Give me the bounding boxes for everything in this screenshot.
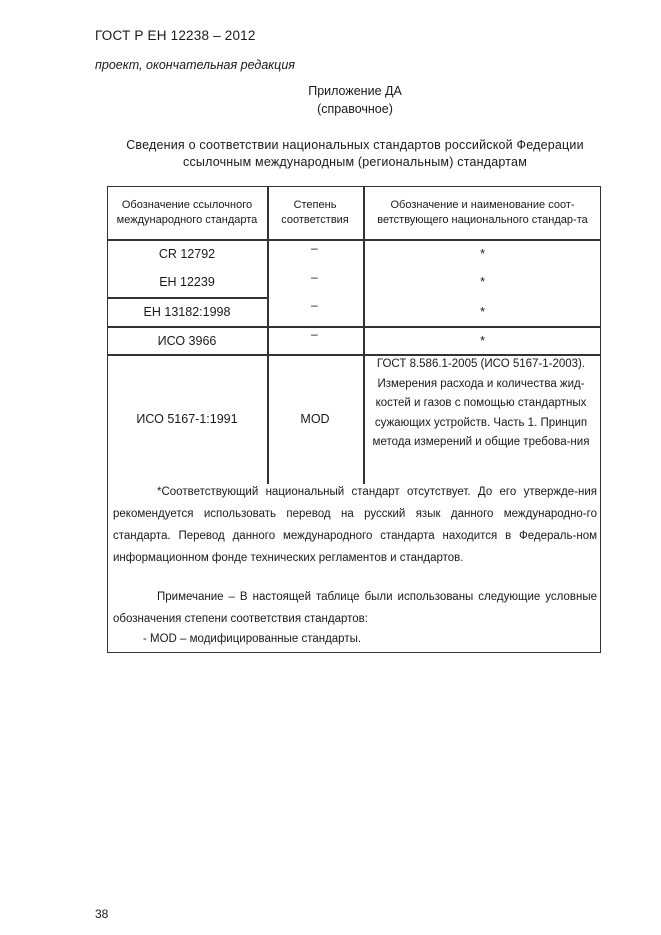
table-row-degree: – bbox=[311, 327, 318, 341]
table-caption-line2: ссылочным международным (региональным) стандартам bbox=[183, 155, 527, 169]
table-row-national: * bbox=[480, 247, 485, 261]
table-row-degree: – bbox=[311, 270, 318, 284]
document-code: ГОСТ Р ЕН 12238 – 2012 bbox=[95, 28, 256, 43]
header-national-standard: Обозначение и наименование соот-ветствующего национального стандар-та bbox=[377, 198, 588, 226]
table-row-national: * bbox=[480, 333, 485, 348]
table-row-ref: ИСО 3966 bbox=[157, 333, 217, 348]
table-row-national: * bbox=[480, 275, 485, 289]
degree-legend: - MOD – модифицированные стандарты. bbox=[143, 633, 362, 645]
table-row-degree: – bbox=[311, 241, 318, 255]
table-row-ref: ИСО 5167-1:1991 bbox=[136, 412, 238, 426]
annex-title: Приложение ДА bbox=[308, 84, 402, 98]
table-row-ref: CR 12792 bbox=[158, 247, 216, 261]
table-caption-line1: Сведения о соответствии национальных стандартов российской Федерации bbox=[126, 138, 584, 152]
table-row-national: ГОСТ 8.586.1-2005 (ИСО 5167-1-2003). Измерения расхода и количества жид-костей и газов с помощью стандартных сужающих устройств. Часть 1. Принцип метода измерений и общие требова-ния bbox=[372, 358, 590, 448]
table-row-degree: MOD bbox=[300, 412, 330, 426]
footnote-star: *Соответствующий национальный стандарт отсутствует. До его утвержде-ния рекомендуется использовать перевод на русский язык данного международно-го стандарта. Перевод данного международного стандарта находится в Федераль-ном информационном фонде технических регламентов и стандартов. bbox=[113, 486, 597, 564]
header-degree: Степень соответствия bbox=[281, 198, 349, 226]
header-reference-standard: Обозначение ссылочного международного стандарта bbox=[116, 198, 258, 226]
table-note: Примечание – В настоящей таблице были использованы следующие условные обозначения степени соответствия стандартов: bbox=[113, 591, 597, 625]
table-row-degree: – bbox=[311, 298, 318, 312]
document-status: проект, окончательная редакция bbox=[95, 58, 295, 72]
table-row-national: * bbox=[480, 305, 485, 319]
page-number: 38 bbox=[95, 907, 109, 921]
table-row-ref: ЕН 13182:1998 bbox=[143, 305, 231, 319]
annex-subtitle: (справочное) bbox=[317, 102, 393, 116]
table-row-ref: ЕН 12239 bbox=[159, 275, 215, 289]
